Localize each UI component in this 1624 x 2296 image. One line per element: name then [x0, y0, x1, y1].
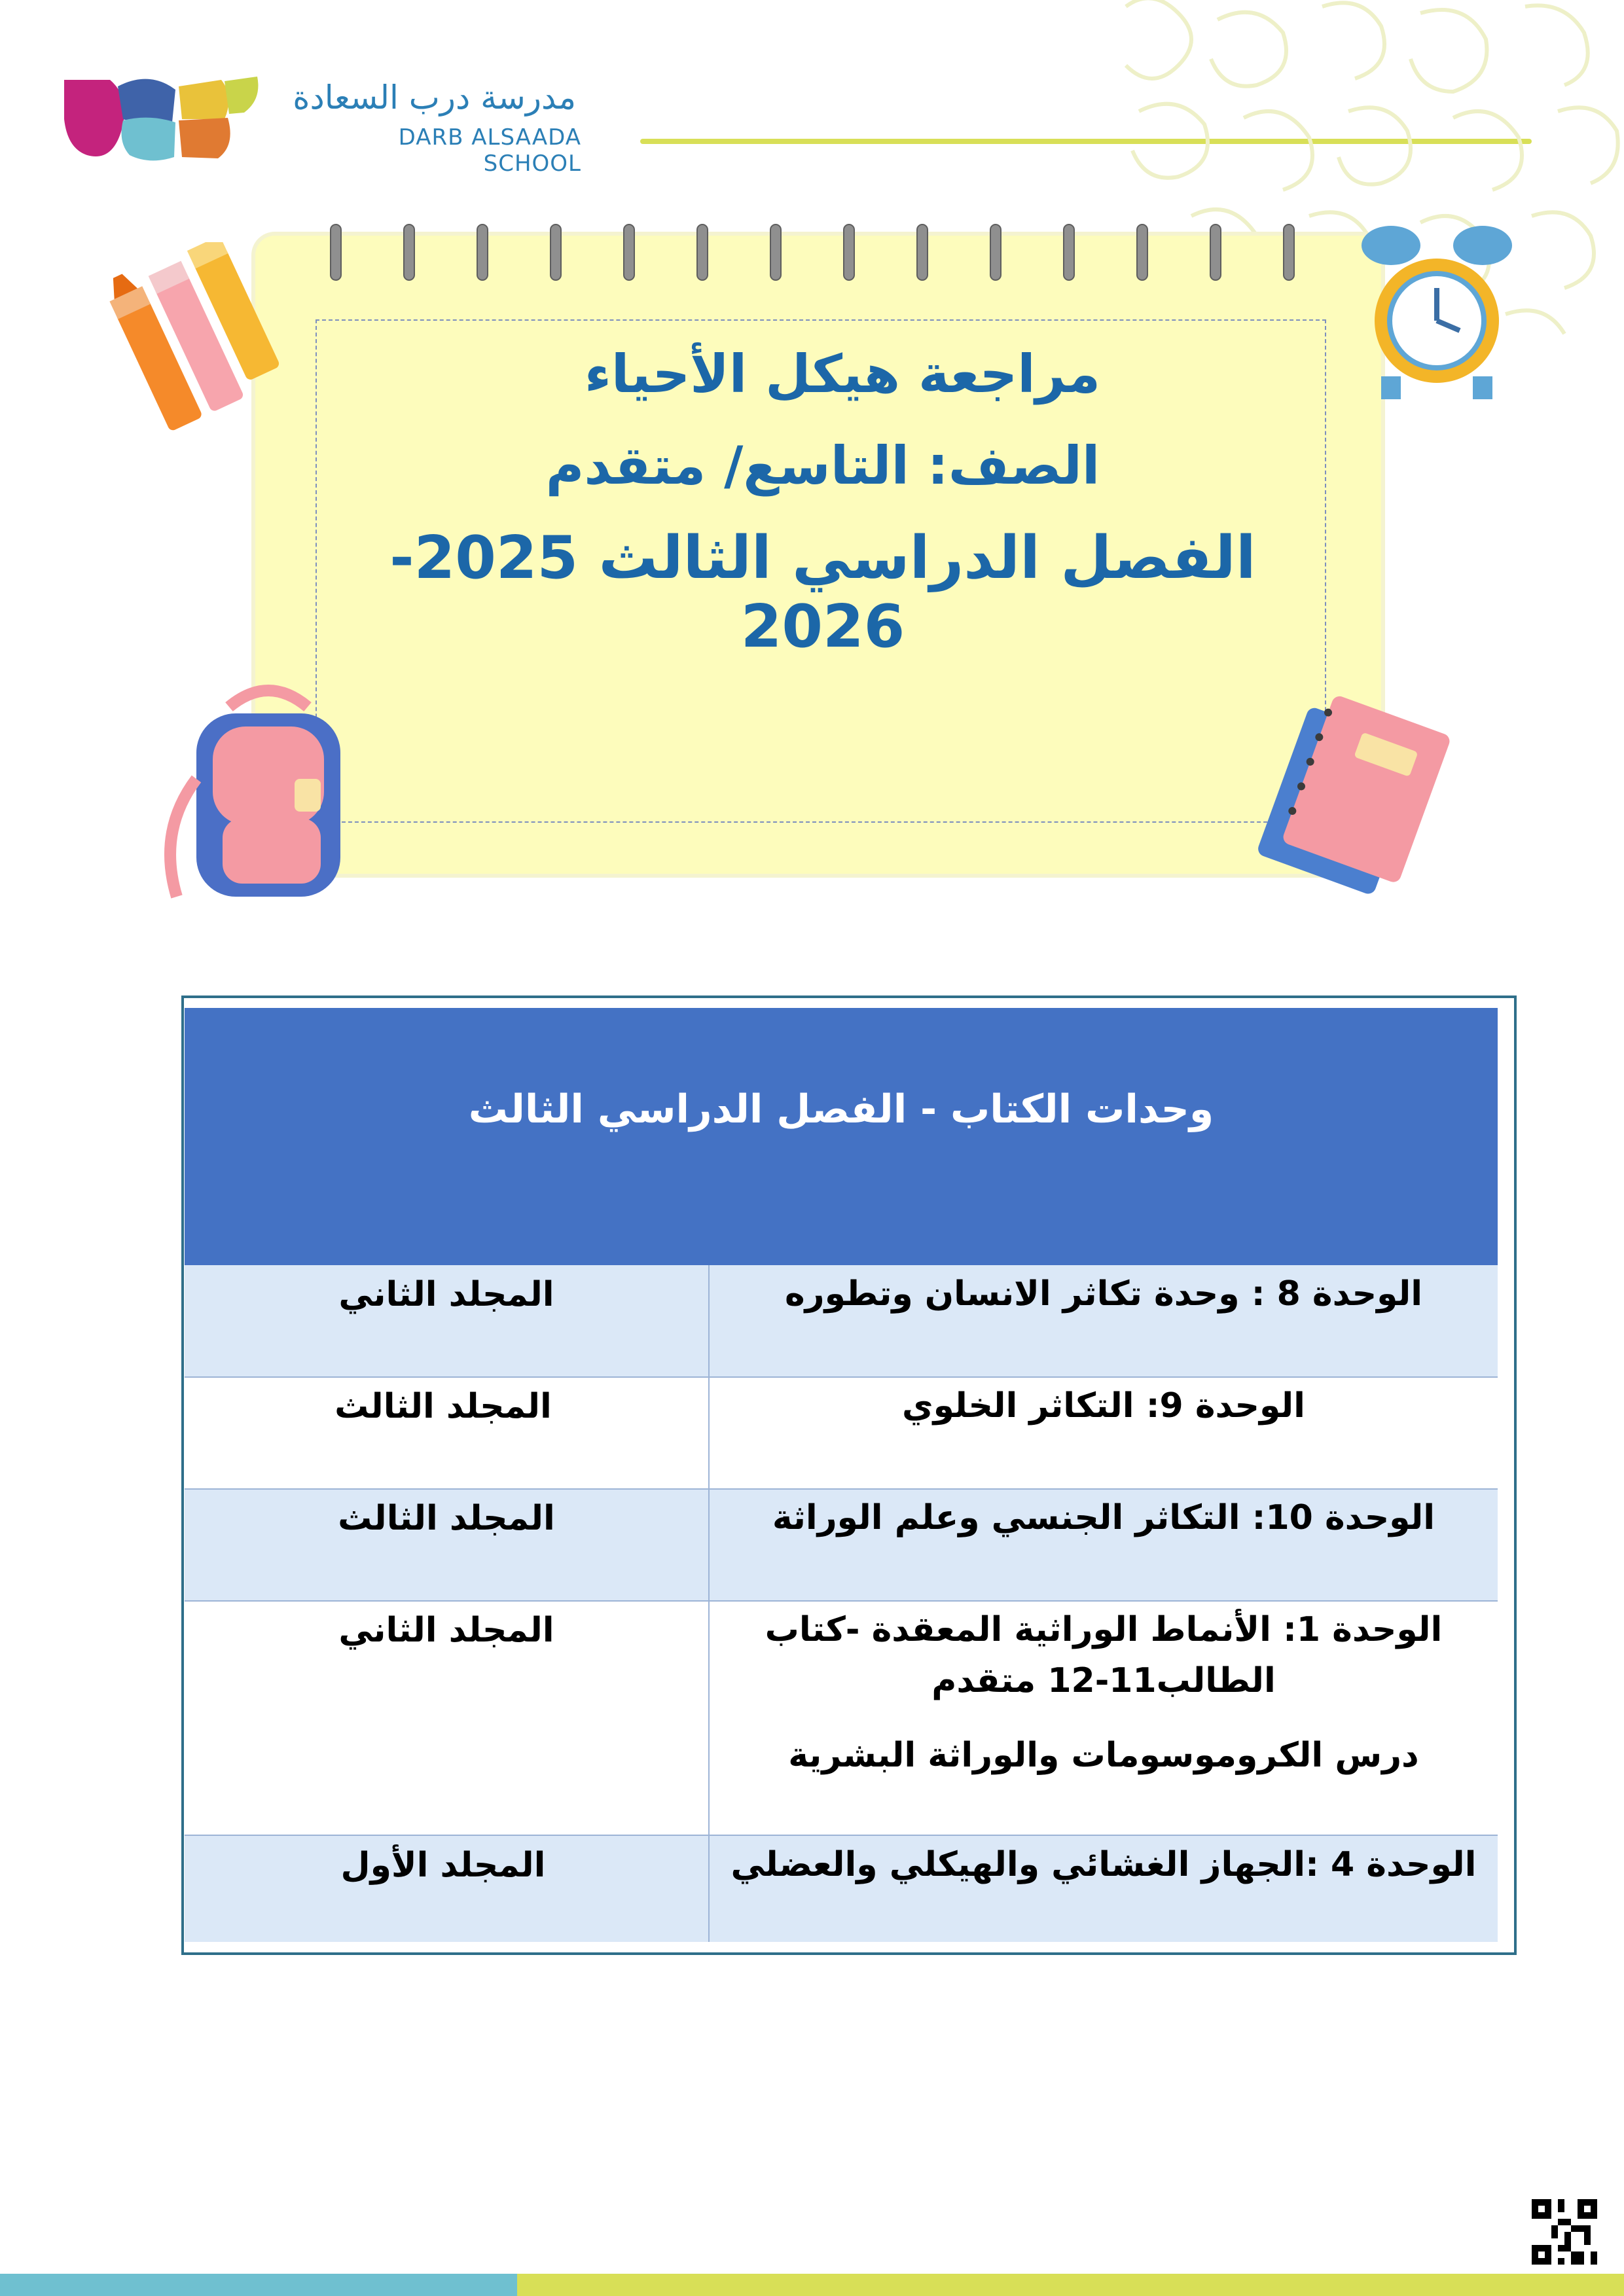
- unit-cell: [710, 1268, 1498, 1319]
- grade-label: الصف: التاسع/ متقدم: [545, 435, 1100, 496]
- unit-cell: [710, 1492, 1498, 1543]
- alarm-clock-icon: [1355, 216, 1519, 406]
- unit-cell: [710, 1604, 1498, 1781]
- notebooks-icon: [1244, 681, 1466, 903]
- unit-line: الوحدة 8 : وحدة تكاثر الانسان وتطوره: [784, 1274, 1423, 1314]
- highlighters-icon: [108, 242, 285, 439]
- spiral-rings: [314, 221, 1362, 287]
- footer-bar-blue: [0, 2274, 517, 2296]
- school-name-english: DARB ALSAADA SCHOOL: [398, 124, 581, 177]
- unit-cell: [710, 1839, 1498, 1890]
- table-header-text: وحدات الكتاب - الفصل الدراسي الثالث: [468, 1086, 1214, 1132]
- unit-line: الوحدة 10: التكاثر الجنسي وعلم الوراثة: [772, 1498, 1435, 1537]
- table-header: [185, 1008, 1498, 1265]
- volume-cell: المجلد الثالث: [334, 1387, 552, 1426]
- unit-line: درس الكروموسومات والوراثة البشرية: [788, 1736, 1419, 1775]
- volume-cell: المجلد الثاني: [338, 1611, 554, 1650]
- qr-code-icon: [1532, 2199, 1597, 2265]
- backpack-icon: [157, 681, 380, 910]
- school-logo-icon: [58, 73, 264, 165]
- unit-line: الوحدة 4 :الجهاز الغشائي والهيكلي والعضلي: [731, 1845, 1477, 1884]
- volume-cell: المجلد الثالث: [338, 1499, 555, 1538]
- unit-line: الوحدة 9: التكاثر الخلوي: [902, 1386, 1305, 1426]
- volume-cell: المجلد الأول: [340, 1846, 546, 1885]
- unit-line: الوحدة 1: الأنماط الوراثية المعقدة -كتاب: [765, 1610, 1443, 1649]
- unit-line: الطالب11-12 متقدم: [931, 1661, 1276, 1700]
- footer-bar-lime: [517, 2274, 1624, 2296]
- volume-cell: المجلد الثاني: [338, 1275, 554, 1314]
- unit-cell: [710, 1380, 1498, 1431]
- term-label: الفصل الدراسي الثالث 2025-2026: [389, 524, 1256, 661]
- school-name-arabic: مدرسة درب السعادة: [293, 79, 576, 117]
- page-title: مراجعة هيكل الأحياء: [584, 344, 1101, 404]
